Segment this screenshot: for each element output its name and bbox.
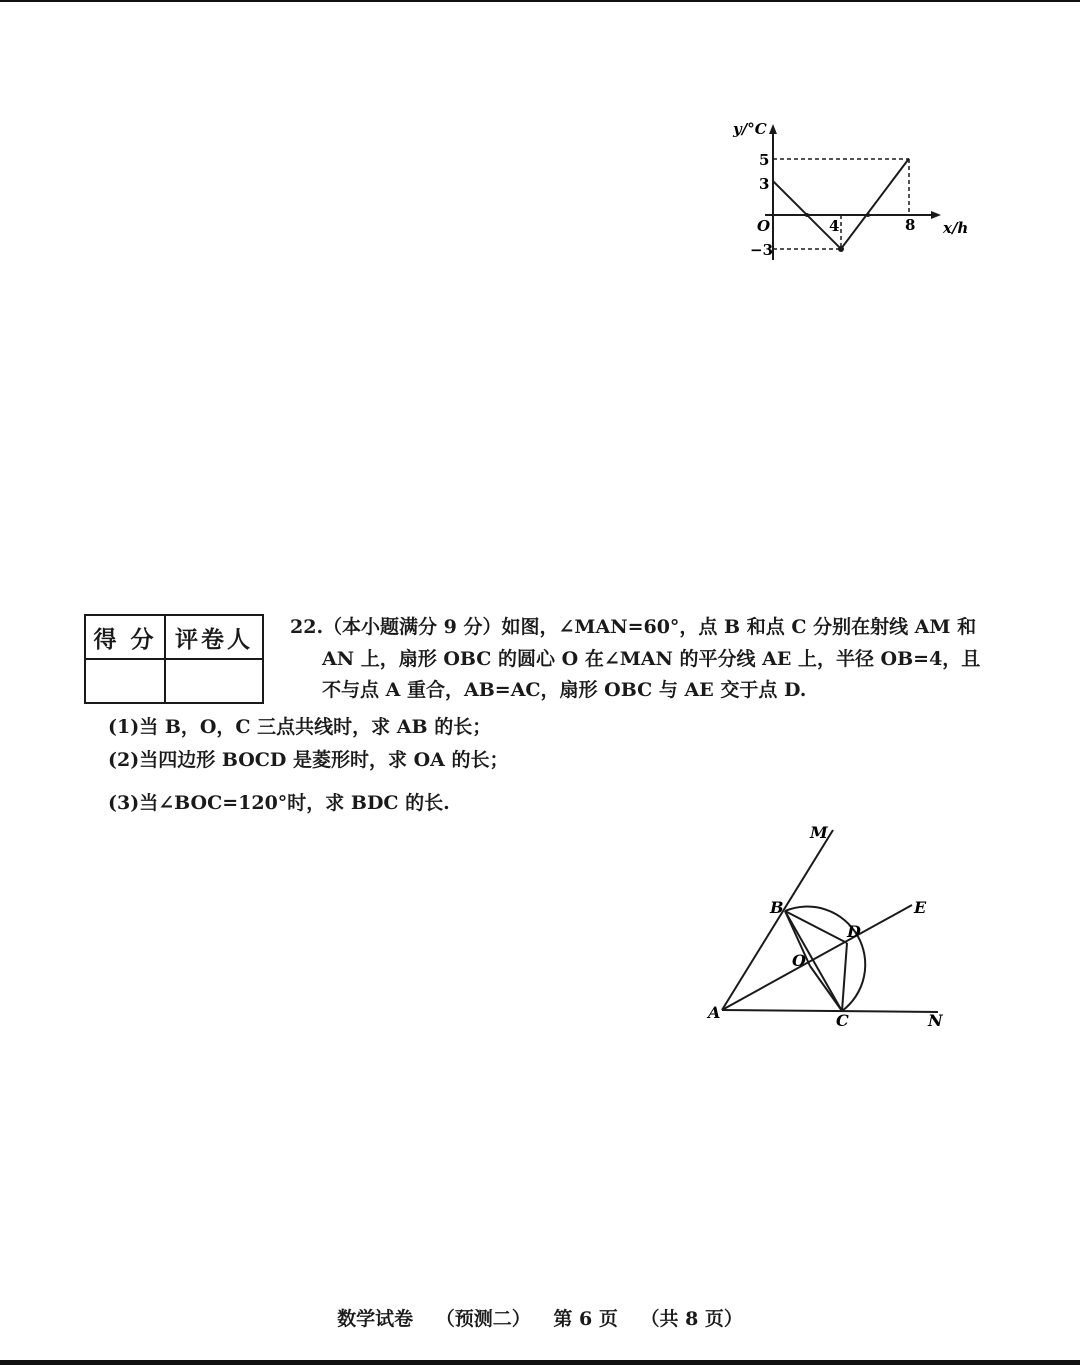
footer-subject: 数学试卷 <box>337 1308 414 1330</box>
grader-cell <box>165 659 263 703</box>
question-22-stem <box>290 612 980 707</box>
x-tick-4: 4 <box>829 217 840 235</box>
label-a: A <box>708 1003 721 1022</box>
y-tick-5: 5 <box>759 151 770 169</box>
y-axis-arrow <box>769 124 777 134</box>
score-table <box>84 614 264 704</box>
temperature-graph <box>725 112 969 272</box>
grader-label: 评卷人 <box>165 615 263 659</box>
graph-zero-point-2 <box>866 213 870 217</box>
sub-question-3: (3)当∠BOC=120°时，求 BDC 的长. <box>108 792 450 814</box>
question-line-2: AN 上，扇形 OBC 的圆心 O 在∠MAN 的平分线 AE 上，半径 OB=4，且 <box>322 647 981 670</box>
ray-an <box>722 1010 938 1012</box>
footer-page: 第 6 页 <box>553 1308 618 1330</box>
label-m: M <box>810 823 828 842</box>
footer-edition: （预测二） <box>435 1308 531 1330</box>
sub-question-2: (2)当四边形 BOCD 是菱形时，求 OA 的长； <box>108 749 509 771</box>
y-axis-label: y/°C <box>733 120 767 138</box>
sub-question-1: (1)当 B，O，C 三点共线时，求 AB 的长； <box>108 716 492 738</box>
label-e: E <box>914 898 927 917</box>
graph-zero-point-1 <box>805 213 809 217</box>
y-tick-minus3: −3 <box>750 241 774 259</box>
y-tick-3: 3 <box>759 175 770 193</box>
page-footer <box>0 1304 1080 1331</box>
footer-total: （共 8 页） <box>640 1308 743 1330</box>
label-c: C <box>836 1011 849 1030</box>
origin-label: O <box>757 217 771 235</box>
score-cell <box>85 659 165 703</box>
graph-min-point <box>838 246 844 252</box>
label-d: D <box>847 922 861 941</box>
x-axis-label: x/h <box>943 219 969 237</box>
segment-dc <box>842 943 847 1011</box>
question-line-3: 不与点 A 重合，AB=AC，扇形 OBC 与 AE 交于点 D. <box>322 679 807 701</box>
label-n: N <box>928 1011 943 1030</box>
question-line-1: 22.（本小题满分 9 分）如图，∠MAN=60°，点 B 和点 C 分别在射线 AM 和 <box>290 616 977 638</box>
geometry-figure <box>700 818 960 1038</box>
page-top-edge <box>0 0 1080 2</box>
label-b: B <box>770 898 784 917</box>
temperature-line <box>773 159 909 249</box>
bisector-ae <box>722 905 912 1010</box>
ray-am <box>722 830 833 1010</box>
x-axis-arrow <box>931 211 941 219</box>
x-tick-8: 8 <box>905 216 916 234</box>
score-label: 得 分 <box>85 615 165 659</box>
label-o: O <box>792 951 806 970</box>
page-bottom-edge <box>0 1360 1080 1365</box>
